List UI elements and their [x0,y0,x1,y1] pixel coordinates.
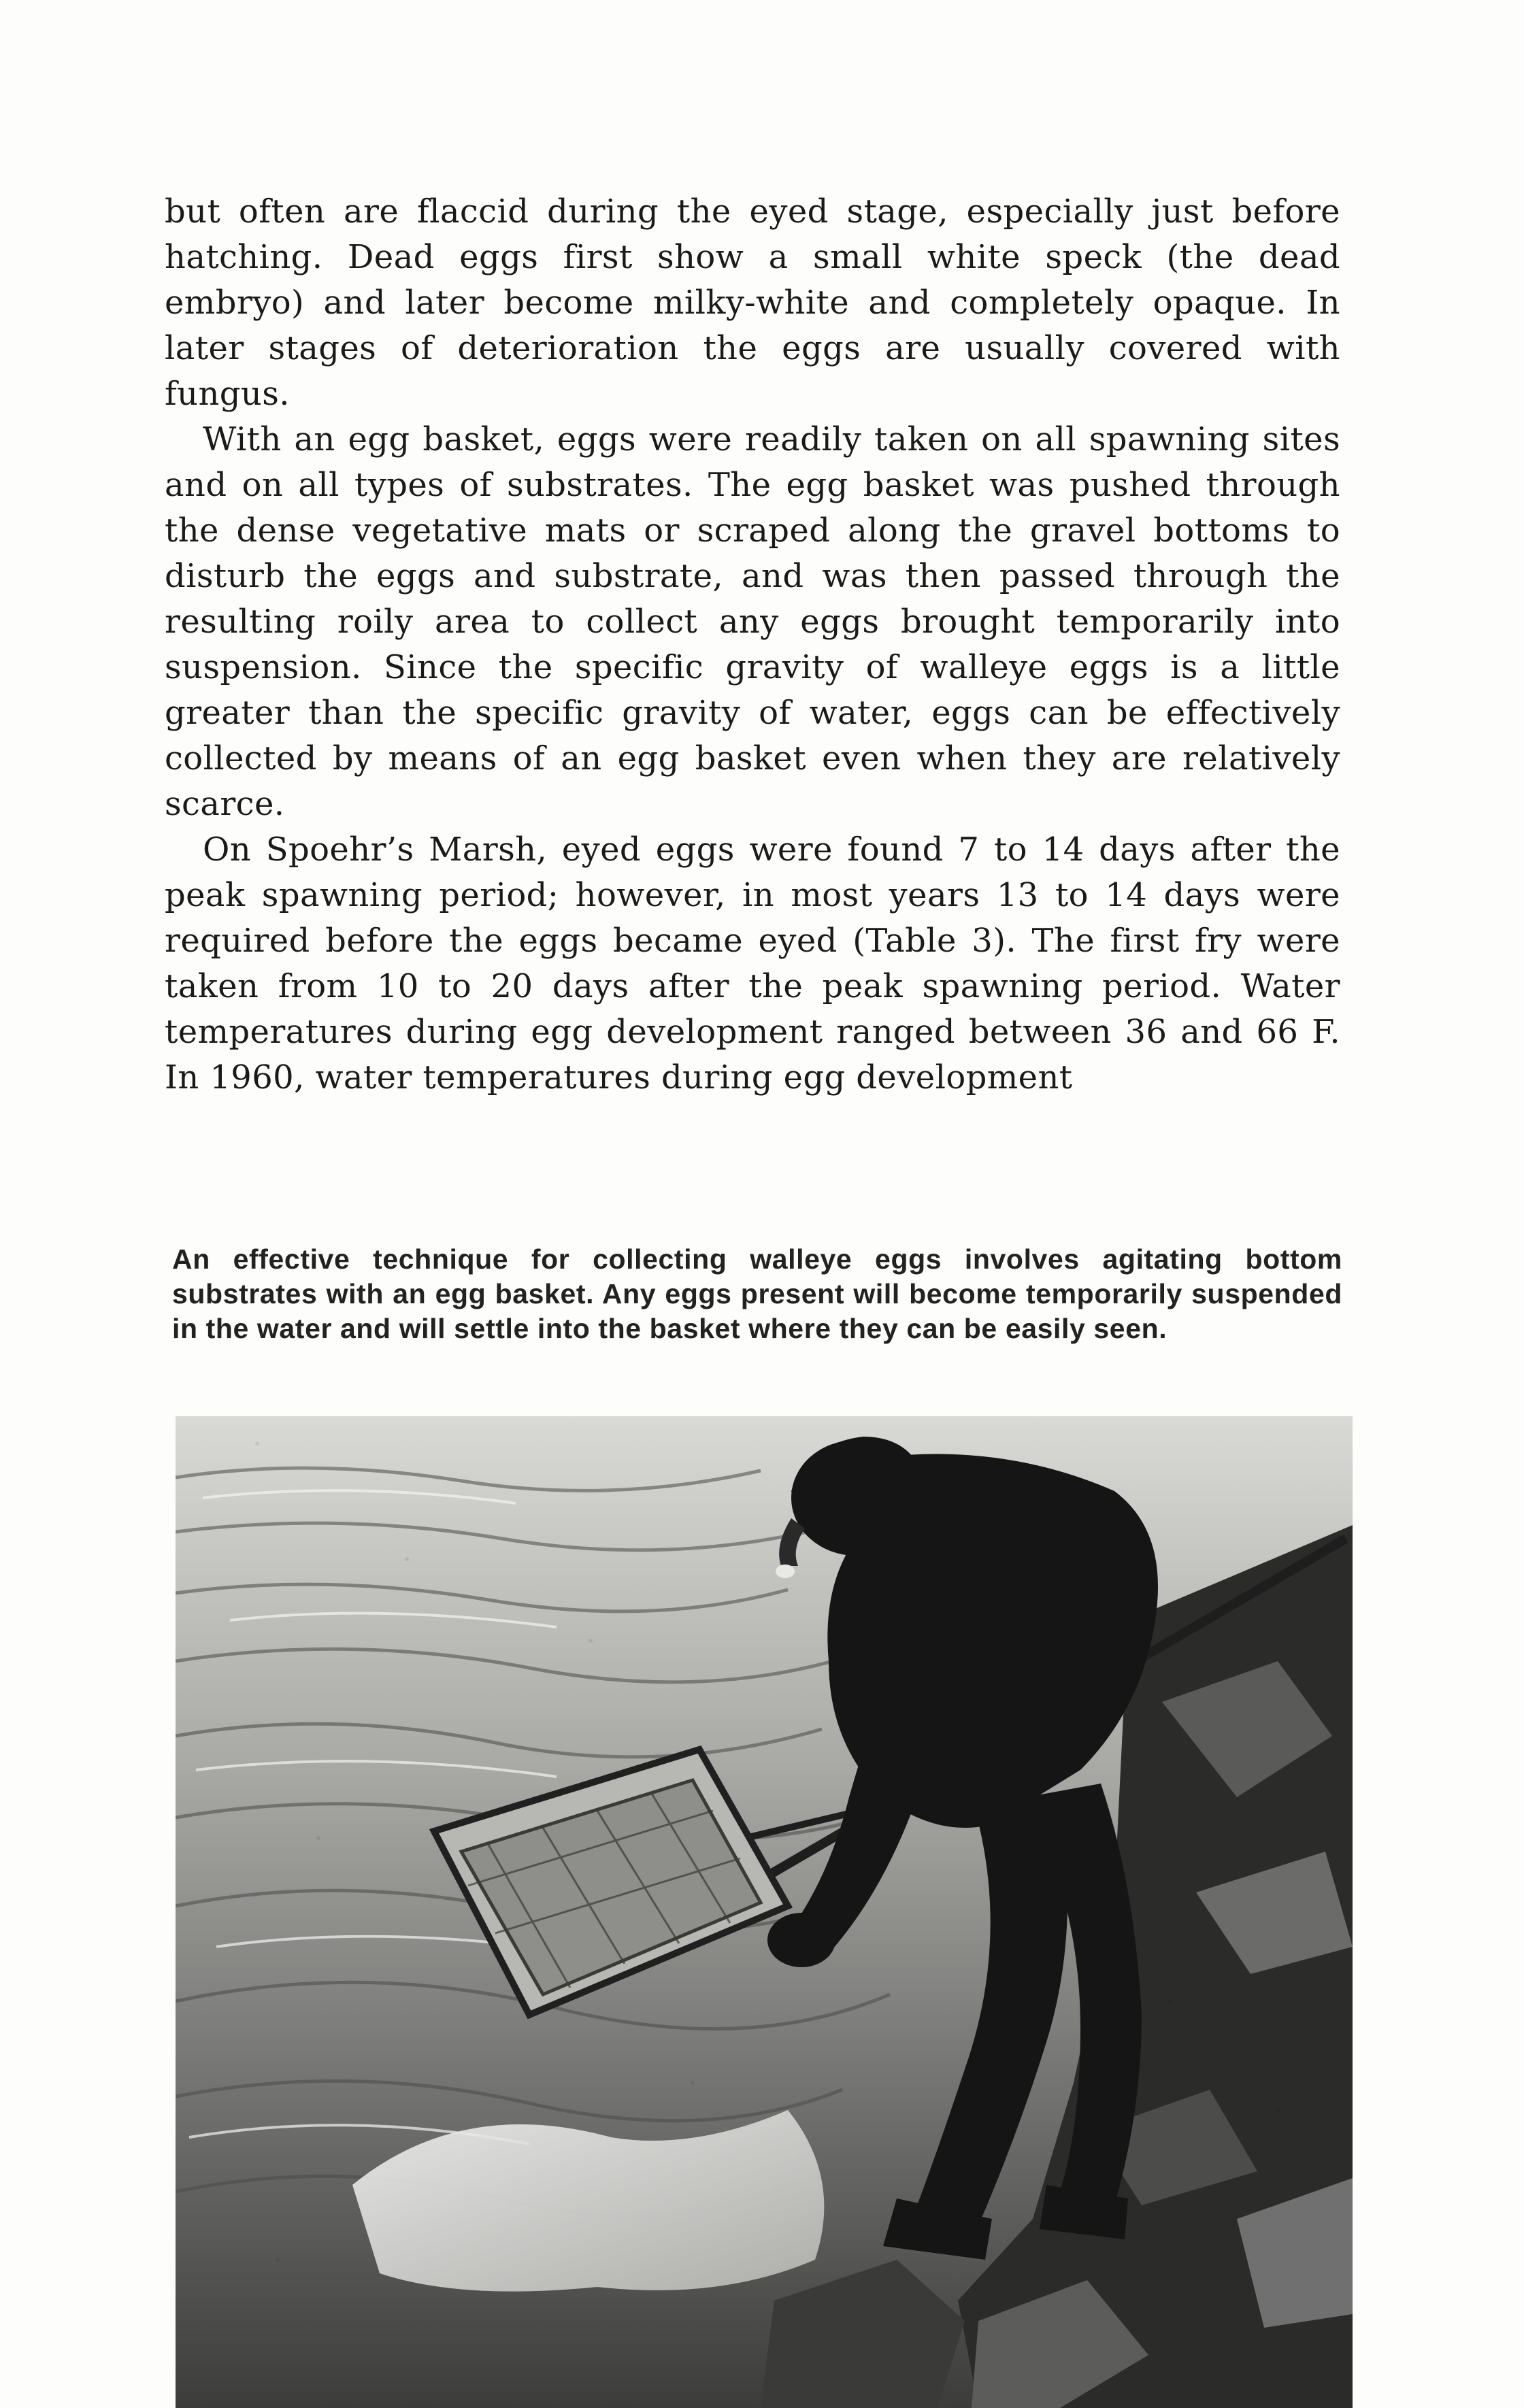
figure-caption: An effective technique for collecting walleye eggs involves agitating bottom substrates with an egg basket. Any eggs present will become temporarily suspended in the water and will settle into the basket where they can be easily seen. [172,1243,1342,1344]
paragraph-3: On Spoehr’s Marsh, eyed eggs were found 7 to 14 days after the peak spawning period; however, in most years 13 to 14 days were required before the eggs became eyed (Table 3). The first fry were taken from 10 to 20 days after the peak spawning period. Water temperatures during egg development ranged between 36 and 66 F. In 1960, water temperatures during egg development [165,831,1340,1097]
body-text [165,189,1340,1101]
photo-man-with-egg-basket [176,1416,1353,2408]
paragraph-1: but often are flaccid during the eyed stage, especially just before hatching. Dead eggs first show a small white speck (the dead embryo) and later become milky-white and completely opaque. In later stages of deterioration the eggs are usually covered with fungus. [165,193,1340,413]
pipe-bowl-highlight [776,1565,795,1578]
photo-illustration [176,1416,1353,2408]
paragraph-2: With an egg basket, eggs were readily taken on all spawning sites and on all types of substrates. The egg basket was pushed through the dense vegetative mats or scraped along the gravel bottoms to disturb the eggs and substrate, and was then passed through the resulting roily area to collect any eggs brought temporarily into suspension. Since the specific gravity of walleye eggs is a little greater than the specific gravity of water, eggs can be effectively collected by means of an egg basket even when they are relatively scarce. [165,420,1340,823]
